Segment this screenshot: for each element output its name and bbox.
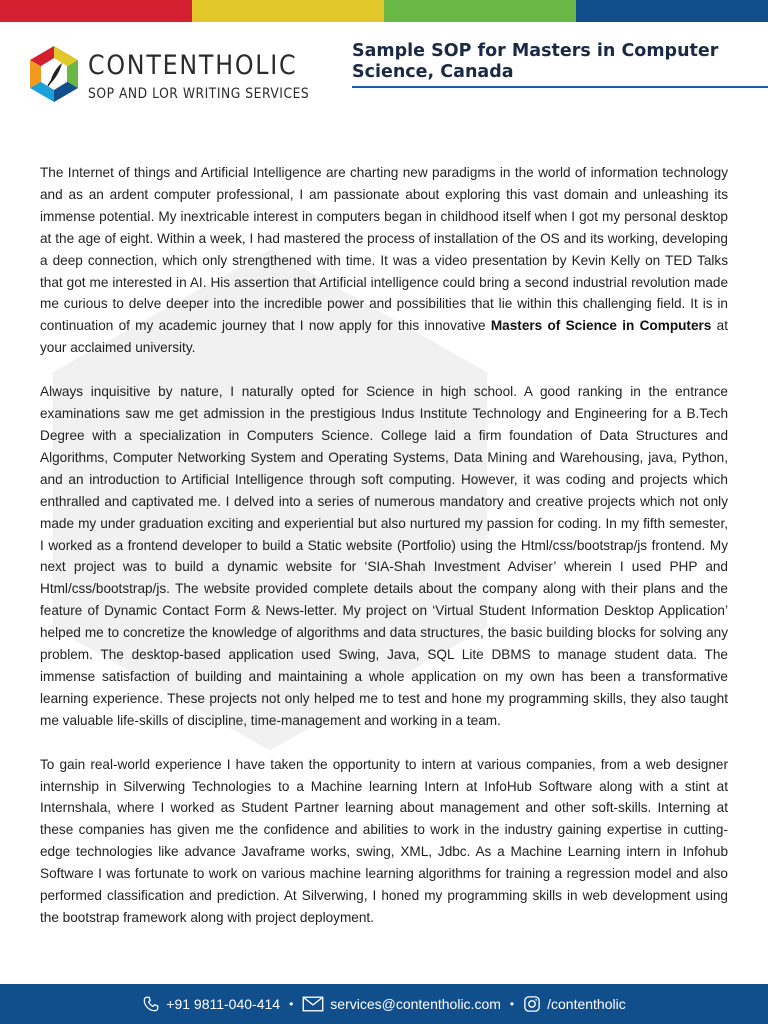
company-logo: [26, 44, 310, 106]
logo-hexagon-icon: [26, 44, 82, 104]
logo-name: CONTENTHOLIC: [88, 50, 298, 81]
logo-tagline: SOP AND LOR WRITING SERVICES: [88, 86, 310, 102]
top-color-bar: [0, 0, 768, 22]
instagram-icon: [523, 995, 541, 1013]
color-bar-blue: [576, 0, 768, 22]
footer-separator: •: [289, 997, 294, 1011]
color-bar-yellow: [192, 0, 384, 22]
envelope-icon: [302, 995, 324, 1013]
footer-social[interactable]: [523, 995, 626, 1013]
phone-icon: [142, 995, 160, 1013]
paragraph-2: Always inquisitive by nature, I naturally opted for Science in high school. A good ranking in the entrance examinations saw me get admission in the prestigious Indus Institute Technology and Engineering for a B.Tech Degree with a specialization in Computers Science. College laid a firm foundation of Data Structures and Algorithms, Computer Networking System and Operating Systems, Data Mining and Warehousing, java, Python, and an introduction to Artificial Intelligence through soft computing. However, it was coding and projects which enthralled and captivated me. I delved into a series of numerous mandatory and creative projects which not only made my under graduation exciting and experiential but also nurtured my passion for coding. In my fifth semester, I worked as a frontend developer to build a Static website (Portfolio) using the Html/css/bootstrap/js frontend. My next project was to build a dynamic website for ‘SIA-Shah Investment Adviser’ wherein I used PHP and Html/css/bootstrap/js. The website provided complete details about the company along with their plans and the feature of Dynamic Contact Form & News-letter. My project on ‘Virtual Student Information Desktop Application’ helped me to concretize the knowledge of algorithms and data structures, the basic building blocks for solving any problem. The desktop-based application used Swing, Java, SQL Lite DBMS to manage student data. The immense satisfaction of building and maintaining a whole application on my own has been a transformative learning experience. These projects not only helped me to test and hone my programming skills, they also taught me valuable life-skills of discipline, time-management and working in a team.: [40, 384, 728, 728]
footer-email[interactable]: [302, 995, 501, 1013]
social-handle: /contentholic: [547, 996, 626, 1012]
program-name: Masters of Science in Computers: [490, 318, 712, 334]
paragraph-1-text-a: The Internet of things and Artificial Intelligence are charting new paradigms in the world of information technology and as an ardent computer professional, I am passionate about exploring this vast domain and unleashing its immense potential. My inextricable interest in computers began in childhood itself when I got my personal desktop at the age of eight. Within a week, I had mastered the process of installation of the OS and its working, developing a deep connection, which only strengthened with time. It was a video presentation by Kevin Kelly on TED Talks that got me interested in AI. His assertion that Artificial intelligence could bring a second industrial revolution made me curious to delve deeper into the incredible power and possibilities that lie within this challenging field. It is in continuation of my academic journey that I now apply for this innovative: [40, 165, 728, 334]
paragraph-1: [40, 162, 728, 359]
paragraph-3: To gain real-world experience I have taken the opportunity to intern at various companies, from a web designer internship in Silverwing Technologies to a Machine learning Intern at InfoHub Software along with a stint at Internshala, where I worked as Student Partner learning about management and other soft-skills. Interning at these companies has given me the confidence and abilities to work in the industry gaining expertise in cutting-edge technologies like advance Javaframe works, swing, XML, Jdbc. As a Machine Learning intern in Infohub Software I was fortunate to work on various machine learning algorithms for training a regression model and also performed classification and prediction. At Silverwing, I honed my programming skills in web development using the bootstrap framework along with project deployment.: [40, 756, 728, 925]
title-underline: [352, 86, 768, 88]
footer-separator: •: [509, 997, 515, 1011]
paragraph-1-text-b: at your acclaimed university.: [40, 318, 728, 356]
document-body: [40, 162, 728, 951]
phone-number: +91 9811-040-414: [166, 996, 281, 1012]
document-title: Sample SOP for Masters in Computer Science, Canada: [352, 41, 719, 82]
footer-phone[interactable]: [142, 995, 280, 1013]
color-bar-green: [384, 0, 576, 22]
color-bar-red: [0, 0, 192, 22]
footer-bar: [0, 984, 768, 1024]
email-address: services@contentholic.com: [330, 996, 501, 1012]
